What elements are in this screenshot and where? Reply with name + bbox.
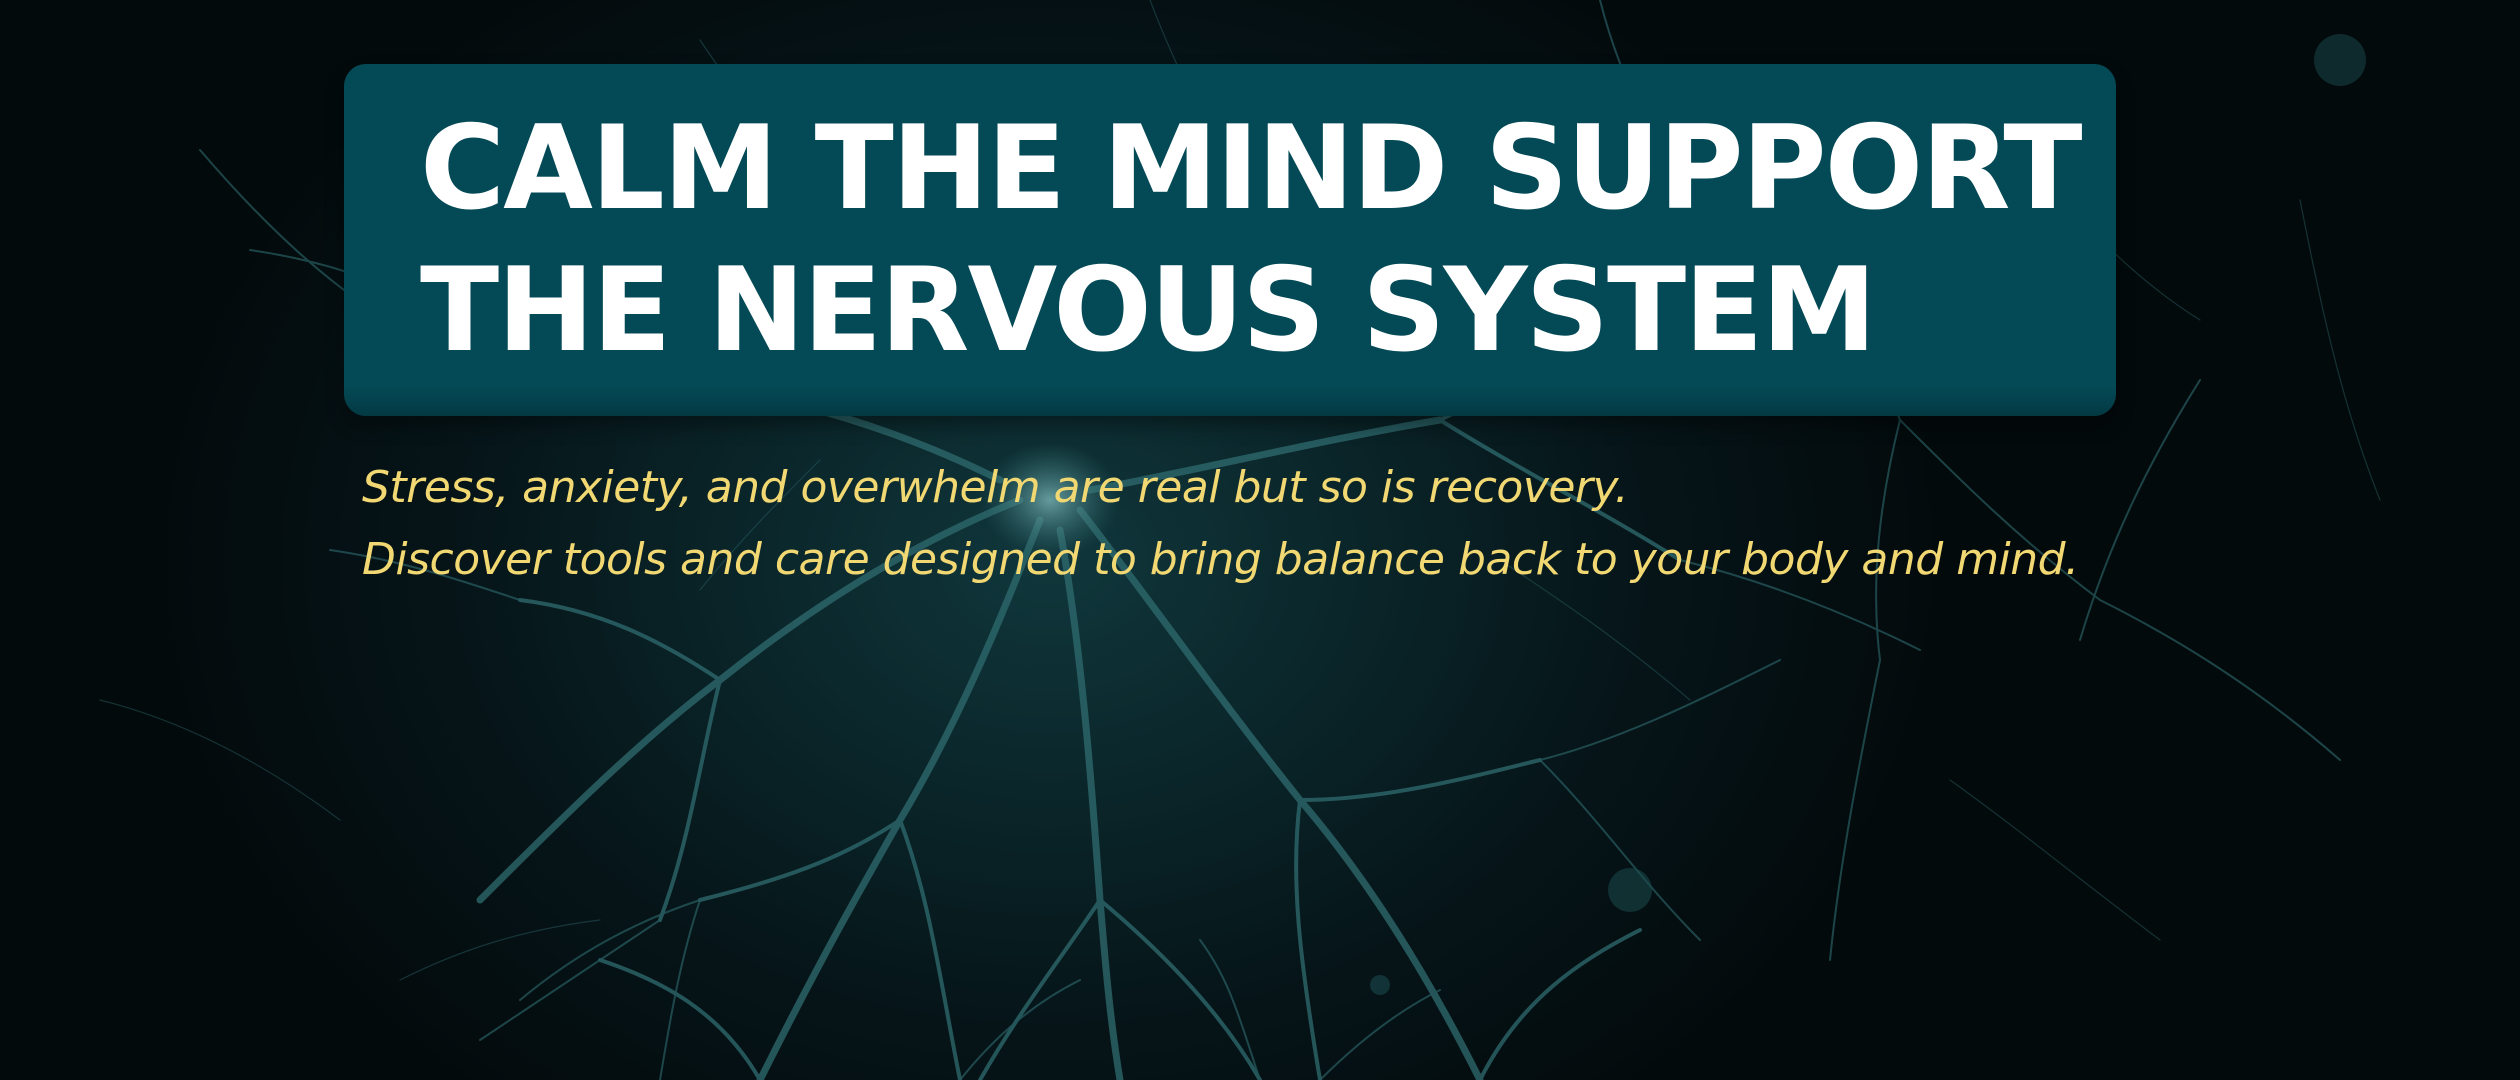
subtitle-line-2: Discover tools and care designed to bring balance back to your body and mind. (362, 534, 2079, 585)
headline-line-1: CALM THE MIND SUPPORT (420, 101, 2081, 236)
headline-banner (344, 64, 2116, 416)
headline-line-2: THE NERVOUS SYSTEM (420, 243, 1875, 378)
page-title (420, 98, 2080, 382)
hero-subtitle (362, 452, 2079, 596)
subtitle-line-1: Stress, anxiety, and overwhelm are real but so is recovery. (362, 462, 1629, 513)
